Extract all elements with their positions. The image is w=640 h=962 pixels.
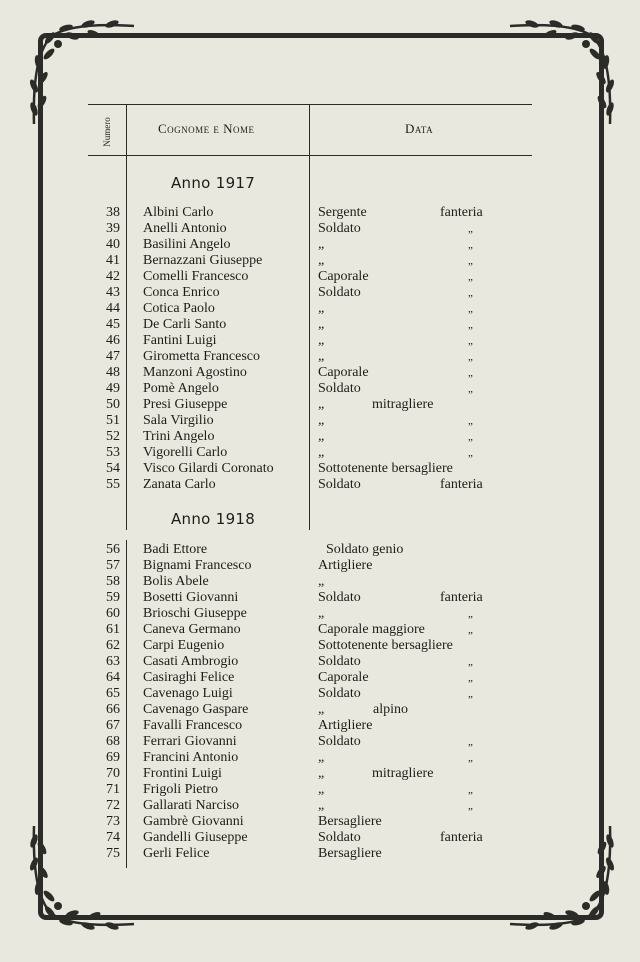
section-year-heading: Anno 1917 (171, 174, 256, 192)
row-rank: Caporale (318, 670, 369, 685)
row-number: 65 (106, 686, 120, 701)
row-ditto-mark: „ (468, 271, 473, 283)
row-rank: „ (318, 237, 325, 252)
row-number: 55 (106, 477, 120, 492)
row-number: 66 (106, 702, 120, 717)
row-ditto-mark: „ (468, 367, 473, 379)
table-row (0, 702, 640, 718)
row-rank: Soldato (318, 221, 361, 236)
row-name: Vigorelli Carlo (143, 445, 228, 460)
row-ditto-mark: „ (468, 736, 473, 748)
row-number: 63 (106, 654, 120, 669)
row-rank: Caporale (318, 365, 369, 380)
row-number: 72 (106, 798, 120, 813)
section-year-heading: Anno 1918 (171, 510, 256, 528)
row-rank: Caporale (318, 269, 369, 284)
table-row (0, 349, 640, 365)
table-row (0, 814, 640, 830)
row-ditto-mark: „ (468, 383, 473, 395)
row-ditto-mark: „ (468, 287, 473, 299)
row-name: Manzoni Agostino (143, 365, 247, 380)
table-row (0, 734, 640, 750)
table-row (0, 381, 640, 397)
row-rank: Sottotenente bersagliere (318, 461, 453, 476)
row-number: 59 (106, 590, 120, 605)
row-corps: alpino (373, 702, 408, 717)
row-number: 69 (106, 750, 120, 765)
table-row (0, 606, 640, 622)
row-number: 52 (106, 429, 120, 444)
row-name: Gandelli Giuseppe (143, 830, 248, 845)
row-number: 62 (106, 638, 120, 653)
row-name: Basilini Angelo (143, 237, 231, 252)
row-number: 75 (106, 846, 120, 861)
row-rank: „ (318, 574, 325, 589)
row-ditto-mark: „ (468, 319, 473, 331)
row-name: De Carli Santo (143, 317, 227, 332)
table-row (0, 397, 640, 413)
row-rank: „ (318, 766, 325, 781)
table-row (0, 237, 640, 253)
row-name: Comelli Francesco (143, 269, 249, 284)
row-rank: Soldato (318, 654, 361, 669)
row-name: Visco Gilardi Coronato (143, 461, 274, 476)
row-rank: Soldato (318, 734, 361, 749)
row-rank: Artigliere (318, 718, 373, 733)
row-number: 46 (106, 333, 120, 348)
row-name: Fantini Luigi (143, 333, 217, 348)
row-rank: Sottotenente bersagliere (318, 638, 453, 653)
row-number: 44 (106, 301, 120, 316)
row-rank: „ (318, 317, 325, 332)
laurel-corner-ornament-icon (22, 14, 140, 132)
row-number: 39 (106, 221, 120, 236)
row-ditto-mark: „ (468, 239, 473, 251)
table-row (0, 445, 640, 461)
table-row (0, 654, 640, 670)
table-row (0, 253, 640, 269)
row-name: Cotica Paolo (143, 301, 215, 316)
row-name: Girometta Francesco (143, 349, 261, 364)
table-header-rule (88, 155, 532, 156)
column-header-name: Cognome e Nome (158, 121, 255, 136)
row-name: Bolis Abele (143, 574, 209, 589)
row-rank: Bersagliere (318, 846, 382, 861)
row-rank: „ (318, 606, 325, 621)
row-number: 50 (106, 397, 120, 412)
row-name: Bernazzani Giuseppe (143, 253, 263, 268)
row-ditto-mark: „ (468, 415, 473, 427)
table-row (0, 205, 640, 221)
row-number: 41 (106, 253, 120, 268)
row-name: Bignami Francesco (143, 558, 252, 573)
row-number: 67 (106, 718, 120, 733)
row-ditto-mark: „ (468, 624, 473, 636)
row-rank: „ (318, 445, 325, 460)
row-name: Albini Carlo (143, 205, 214, 220)
row-ditto-mark: „ (468, 303, 473, 315)
row-name: Anelli Antonio (143, 221, 227, 236)
table-row (0, 750, 640, 766)
table-row (0, 574, 640, 590)
row-rank: Sergente (318, 205, 367, 220)
table-row (0, 590, 640, 606)
column-header-number: Numero (102, 117, 112, 147)
row-rank: „ (318, 333, 325, 348)
row-rank: „ (318, 429, 325, 444)
row-rank: Bersagliere (318, 814, 382, 829)
row-name: Presi Giuseppe (143, 397, 228, 412)
row-rank: Soldato (318, 830, 361, 845)
row-number: 64 (106, 670, 120, 685)
row-name: Sala Virgilio (143, 413, 214, 428)
row-rank: „ (318, 782, 325, 797)
row-name: Zanata Carlo (143, 477, 216, 492)
row-ditto-mark: „ (468, 223, 473, 235)
row-rank: „ (318, 253, 325, 268)
row-name: Trini Angelo (143, 429, 215, 444)
table-row (0, 686, 640, 702)
row-number: 60 (106, 606, 120, 621)
row-rank: „ (318, 349, 325, 364)
row-number: 56 (106, 542, 120, 557)
row-rank: „ (318, 750, 325, 765)
row-number: 68 (106, 734, 120, 749)
table-row (0, 429, 640, 445)
row-rank: Soldato (318, 477, 361, 492)
table-top-rule (88, 104, 532, 105)
row-name: Cavenago Luigi (143, 686, 233, 701)
row-ditto-mark: „ (468, 431, 473, 443)
row-number: 71 (106, 782, 120, 797)
row-rank: Artigliere (318, 558, 373, 573)
row-number: 49 (106, 381, 120, 396)
row-name: Caneva Germano (143, 622, 241, 637)
row-number: 53 (106, 445, 120, 460)
row-number: 42 (106, 269, 120, 284)
table-row (0, 365, 640, 381)
table-row (0, 830, 640, 846)
row-corps: fanteria (440, 477, 483, 492)
table-row (0, 221, 640, 237)
table-row (0, 638, 640, 654)
row-ditto-mark: „ (468, 656, 473, 668)
row-corps: mitragliere (372, 397, 434, 412)
row-number: 58 (106, 574, 120, 589)
table-row (0, 542, 640, 558)
row-number: 40 (106, 237, 120, 252)
table-row (0, 477, 640, 493)
row-ditto-mark: „ (468, 351, 473, 363)
row-ditto-mark: „ (468, 688, 473, 700)
row-number: 70 (106, 766, 120, 781)
row-ditto-mark: „ (468, 608, 473, 620)
row-rank: Soldato (318, 381, 361, 396)
row-ditto-mark: „ (468, 800, 473, 812)
row-number: 48 (106, 365, 120, 380)
row-ditto-mark: „ (468, 752, 473, 764)
table-row (0, 846, 640, 862)
row-rank: „ (318, 397, 325, 412)
table-row (0, 782, 640, 798)
row-rank: Soldato (318, 590, 361, 605)
row-name: Gambrè Giovanni (143, 814, 244, 829)
row-rank: Soldato (318, 285, 361, 300)
laurel-corner-ornament-icon (504, 14, 622, 132)
table-row (0, 558, 640, 574)
row-ditto-mark: „ (468, 335, 473, 347)
row-number: 43 (106, 285, 120, 300)
row-number: 57 (106, 558, 120, 573)
row-ditto-mark: „ (468, 672, 473, 684)
row-name: Pomè Angelo (143, 381, 219, 396)
table-row (0, 333, 640, 349)
row-name: Bosetti Giovanni (143, 590, 239, 605)
table-row (0, 317, 640, 333)
row-name: Brioschi Giuseppe (143, 606, 247, 621)
row-name: Gerli Felice (143, 846, 210, 861)
row-name: Carpi Eugenio (143, 638, 225, 653)
row-corps: mitragliere (372, 766, 434, 781)
row-corps: fanteria (440, 590, 483, 605)
row-ditto-mark: „ (468, 784, 473, 796)
table-row (0, 413, 640, 429)
row-name: Favalli Francesco (143, 718, 243, 733)
row-number: 61 (106, 622, 120, 637)
row-name: Badi Ettore (143, 542, 208, 557)
table-row (0, 622, 640, 638)
row-number: 74 (106, 830, 120, 845)
row-rank: „ (318, 301, 325, 316)
row-name: Gallarati Narciso (143, 798, 240, 813)
row-rank: „ (318, 798, 325, 813)
row-ditto-mark: „ (468, 447, 473, 459)
row-name: Francini Antonio (143, 750, 239, 765)
table-row (0, 461, 640, 477)
row-rank: Caporale maggiore (318, 622, 425, 637)
table-row (0, 269, 640, 285)
table-row (0, 798, 640, 814)
row-number: 45 (106, 317, 120, 332)
row-number: 38 (106, 205, 120, 220)
row-number: 51 (106, 413, 120, 428)
row-rank: „ (318, 702, 325, 717)
table-row (0, 718, 640, 734)
row-ditto-mark: „ (468, 255, 473, 267)
row-name: Casiraghi Felice (143, 670, 235, 685)
row-number: 73 (106, 814, 120, 829)
table-row (0, 766, 640, 782)
row-rank: Soldato (318, 686, 361, 701)
row-name: Cavenago Gaspare (143, 702, 249, 717)
table-row (0, 670, 640, 686)
row-name: Casati Ambrogio (143, 654, 239, 669)
table-row (0, 285, 640, 301)
row-rank: Soldato genio (326, 542, 404, 557)
row-name: Frigoli Pietro (143, 782, 219, 797)
column-header-date: Data (405, 121, 434, 136)
row-name: Conca Enrico (143, 285, 220, 300)
row-corps: fanteria (440, 205, 483, 220)
row-name: Ferrari Giovanni (143, 734, 237, 749)
row-corps: fanteria (440, 830, 483, 845)
row-number: 54 (106, 461, 120, 476)
row-name: Frontini Luigi (143, 766, 222, 781)
table-row (0, 301, 640, 317)
row-rank: „ (318, 413, 325, 428)
row-number: 47 (106, 349, 120, 364)
